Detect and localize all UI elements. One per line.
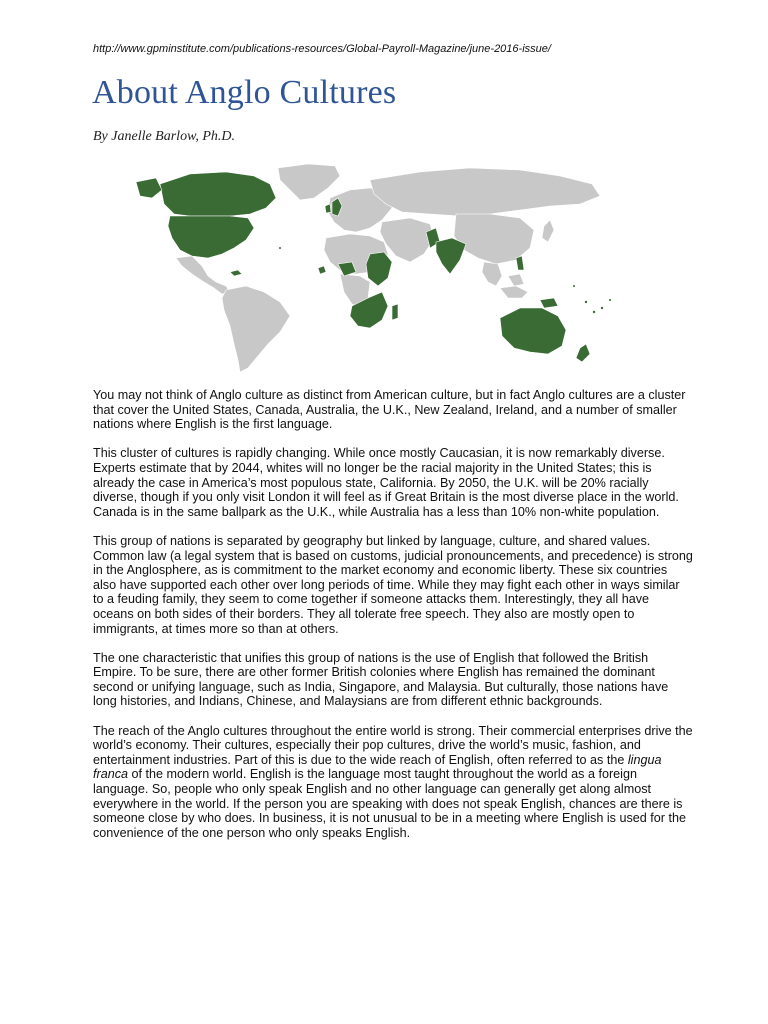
pacific-island bbox=[585, 301, 588, 304]
greenland bbox=[278, 164, 340, 200]
ireland bbox=[325, 204, 331, 213]
india bbox=[436, 238, 466, 274]
new-zealand bbox=[576, 344, 590, 362]
indonesia bbox=[500, 286, 528, 298]
source-url[interactable]: http://www.gpminstitute.com/publications-resources/Global-Payroll-Magazine/june-2016-issue/ bbox=[93, 43, 551, 55]
mexico-central-america bbox=[176, 256, 230, 294]
paragraph: This cluster of cultures is rapidly changing. While once mostly Caucasian, it is now remarkably diverse. Experts estimate that by 2044, whites will no longer be the racial majority in the United States; this is already the case in America’s most populous state, California. By 2050, the U.K. will be 20% racially diverse, though if you only visit London it will feel as if Great Britain is the most diverse place in the world. Canada is in the same ballpark as the U.K., while Australia has a less than 10% non-white population. bbox=[93, 446, 679, 519]
paragraph-text: The reach of the Anglo cultures throughout the entire world is strong. Their commercial enterprises drive the world’s economy. Their cultures, especially their pop cultures, drive the world’s music, fashion, and entertainment industries. Part of this is due to the wide reach of English, often referred to as the bbox=[93, 723, 693, 767]
canada bbox=[160, 172, 276, 216]
caribbean bbox=[230, 270, 242, 276]
pacific-island bbox=[593, 311, 596, 314]
west-africa-a bbox=[318, 266, 326, 274]
article-title: About Anglo Cultures bbox=[92, 74, 397, 111]
paragraph bbox=[93, 724, 693, 841]
borneo bbox=[508, 274, 524, 286]
png bbox=[540, 298, 558, 308]
italic-term: lingua franca bbox=[93, 752, 662, 782]
philippines bbox=[516, 256, 524, 270]
paragraph-text: of the modern world. English is the language most taught throughout the world as a foreign language. So, people who only speak English and no other language can generally get along almost everywhere in the world. If the person you are speaking with does not speak English, chances are there is someone close by who does. In business, it is not unusual to be in a meeting where English is used for the convenience of the one person who only speaks English. bbox=[93, 767, 686, 840]
russia bbox=[370, 168, 600, 216]
pacific-island bbox=[573, 285, 576, 288]
paragraph: You may not think of Anglo culture as distinct from American culture, but in fact Anglo cultures are a cluster that cover the United States, Canada, Australia, the U.K., New Zealand, Ireland, and a number of smaller nations where English is the first language. bbox=[93, 388, 686, 432]
alaska bbox=[136, 178, 162, 198]
world-map bbox=[130, 158, 630, 378]
east-africa bbox=[366, 252, 392, 286]
article-body bbox=[93, 388, 693, 855]
usa bbox=[168, 216, 254, 258]
madagascar bbox=[392, 304, 398, 320]
pacific-island bbox=[609, 299, 612, 302]
atlantic-island bbox=[279, 247, 282, 250]
south-america bbox=[222, 286, 290, 372]
paragraph: This group of nations is separated by geography but linked by language, culture, and shared values. Common law (a legal system that is based on customs, judicial pronouncements, and precedence) is strong in the Anglosphere, as is commitment to the market economy and economic liberty. These six countries also have supported each other over long periods of time. While they may fight each other in ways similar to a feuding family, they seem to come together if someone attacks them. Interestingly, they all have oceans on both sides of their borders. They all tolerate free speech. They also are mostly open to immigrants, at times more so than at others. bbox=[93, 533, 693, 636]
paragraph: The one characteristic that unifies this group of nations is the use of English that followed the British Empire. To be sure, there are other former British colonies where English has remained the dominant second or unifying language, such as India, Singapore, and Malaysia. But culturally, those nations have long histories, and Indians, Chinese, and Malaysians are from different ethnic backgrounds. bbox=[93, 650, 669, 709]
article-byline: By Janelle Barlow, Ph.D. bbox=[93, 129, 236, 144]
australia bbox=[500, 308, 566, 354]
japan bbox=[542, 220, 554, 242]
middle-east bbox=[380, 218, 434, 262]
southeast-asia bbox=[482, 262, 502, 286]
pacific-island bbox=[601, 307, 604, 310]
